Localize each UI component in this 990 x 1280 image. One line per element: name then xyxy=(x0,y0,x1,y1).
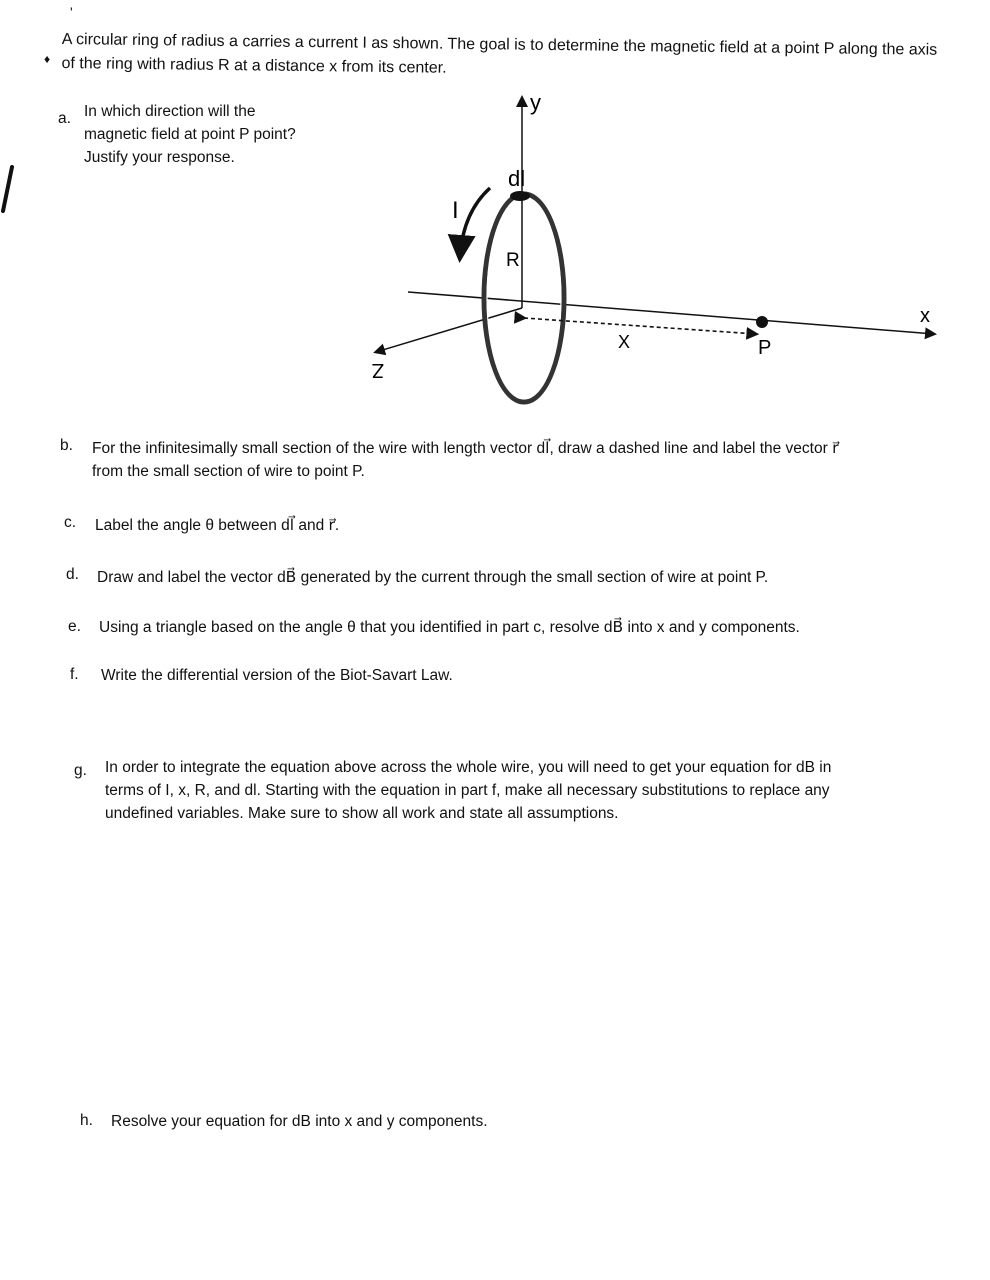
question-c-letter: c. xyxy=(64,514,77,531)
point-p-dot xyxy=(756,316,768,328)
question-g-line-1: In order to integrate the equation above across the whole wire, you will need to get your equation for dB in xyxy=(105,759,832,776)
question-b-line-1: For the infinitesimally small section of the wire with length vector dl⃗, draw a dashed line and label the vector r⃗ xyxy=(92,440,839,457)
z-axis-label: Z xyxy=(371,359,384,381)
current-ring-inner xyxy=(487,197,561,399)
dl-label: dl xyxy=(508,166,526,191)
current-arrow xyxy=(460,188,490,256)
question-a-line-3: Justify your response. xyxy=(84,149,235,166)
question-f-text: Write the differential version of the Biot-Savart Law. xyxy=(101,667,453,684)
question-g-line-3: undefined variables. Make sure to show all work and state all assumptions. xyxy=(105,805,619,822)
question-g-letter: g. xyxy=(74,762,87,779)
stray-tick-mark: ' xyxy=(70,4,73,20)
question-a-text xyxy=(84,100,344,169)
y-axis-label: y xyxy=(530,90,541,115)
question-g-line-2: terms of I, x, R, and dl. Starting with the equation in part f, make all necessary substitutions to replace any xyxy=(105,782,830,799)
current-label: I xyxy=(452,197,459,224)
question-b-text xyxy=(92,437,952,483)
question-d-letter: d. xyxy=(66,566,79,583)
question-h-letter: h. xyxy=(80,1112,93,1129)
dl-segment xyxy=(510,191,530,201)
question-e-letter: e. xyxy=(68,618,81,635)
question-b-line-2: from the small section of wire to point P. xyxy=(92,463,365,480)
question-f-letter: f. xyxy=(70,666,79,683)
bullet-mark: ♦ xyxy=(44,52,51,66)
x-axis-label: x xyxy=(920,305,930,327)
distance-label: X xyxy=(618,332,631,352)
current-ring xyxy=(484,194,564,402)
intro-paragraph: A circular ring of radius a carries a current I as shown. The goal is to determine the magnetic field at a point P along the axis of the ring with radius R at a distance x from its center. xyxy=(61,30,938,77)
question-b-letter: b. xyxy=(60,437,73,454)
question-a-letter: a. xyxy=(58,110,71,127)
question-d-text: Draw and label the vector dB⃗ generated by the current through the small section of wire at point P. xyxy=(97,569,769,586)
question-h-text: Resolve your equation for dB into x and y components. xyxy=(111,1113,488,1130)
point-p-label: P xyxy=(758,337,772,359)
margin-pen-mark xyxy=(0,165,14,213)
z-axis xyxy=(376,308,522,352)
question-e-text: Using a triangle based on the angle θ that you identified in part c, resolve dB⃗ into x and y components. xyxy=(99,619,800,636)
question-a-line-2: magnetic field at point P point? xyxy=(84,126,296,143)
question-c-text: Label the angle θ between dl⃗ and r⃗. xyxy=(95,517,340,534)
radius-label: R xyxy=(506,250,520,271)
question-a-line-1: In which direction will the xyxy=(84,103,256,120)
ring-diagram xyxy=(360,80,960,420)
question-g-text xyxy=(105,756,955,825)
